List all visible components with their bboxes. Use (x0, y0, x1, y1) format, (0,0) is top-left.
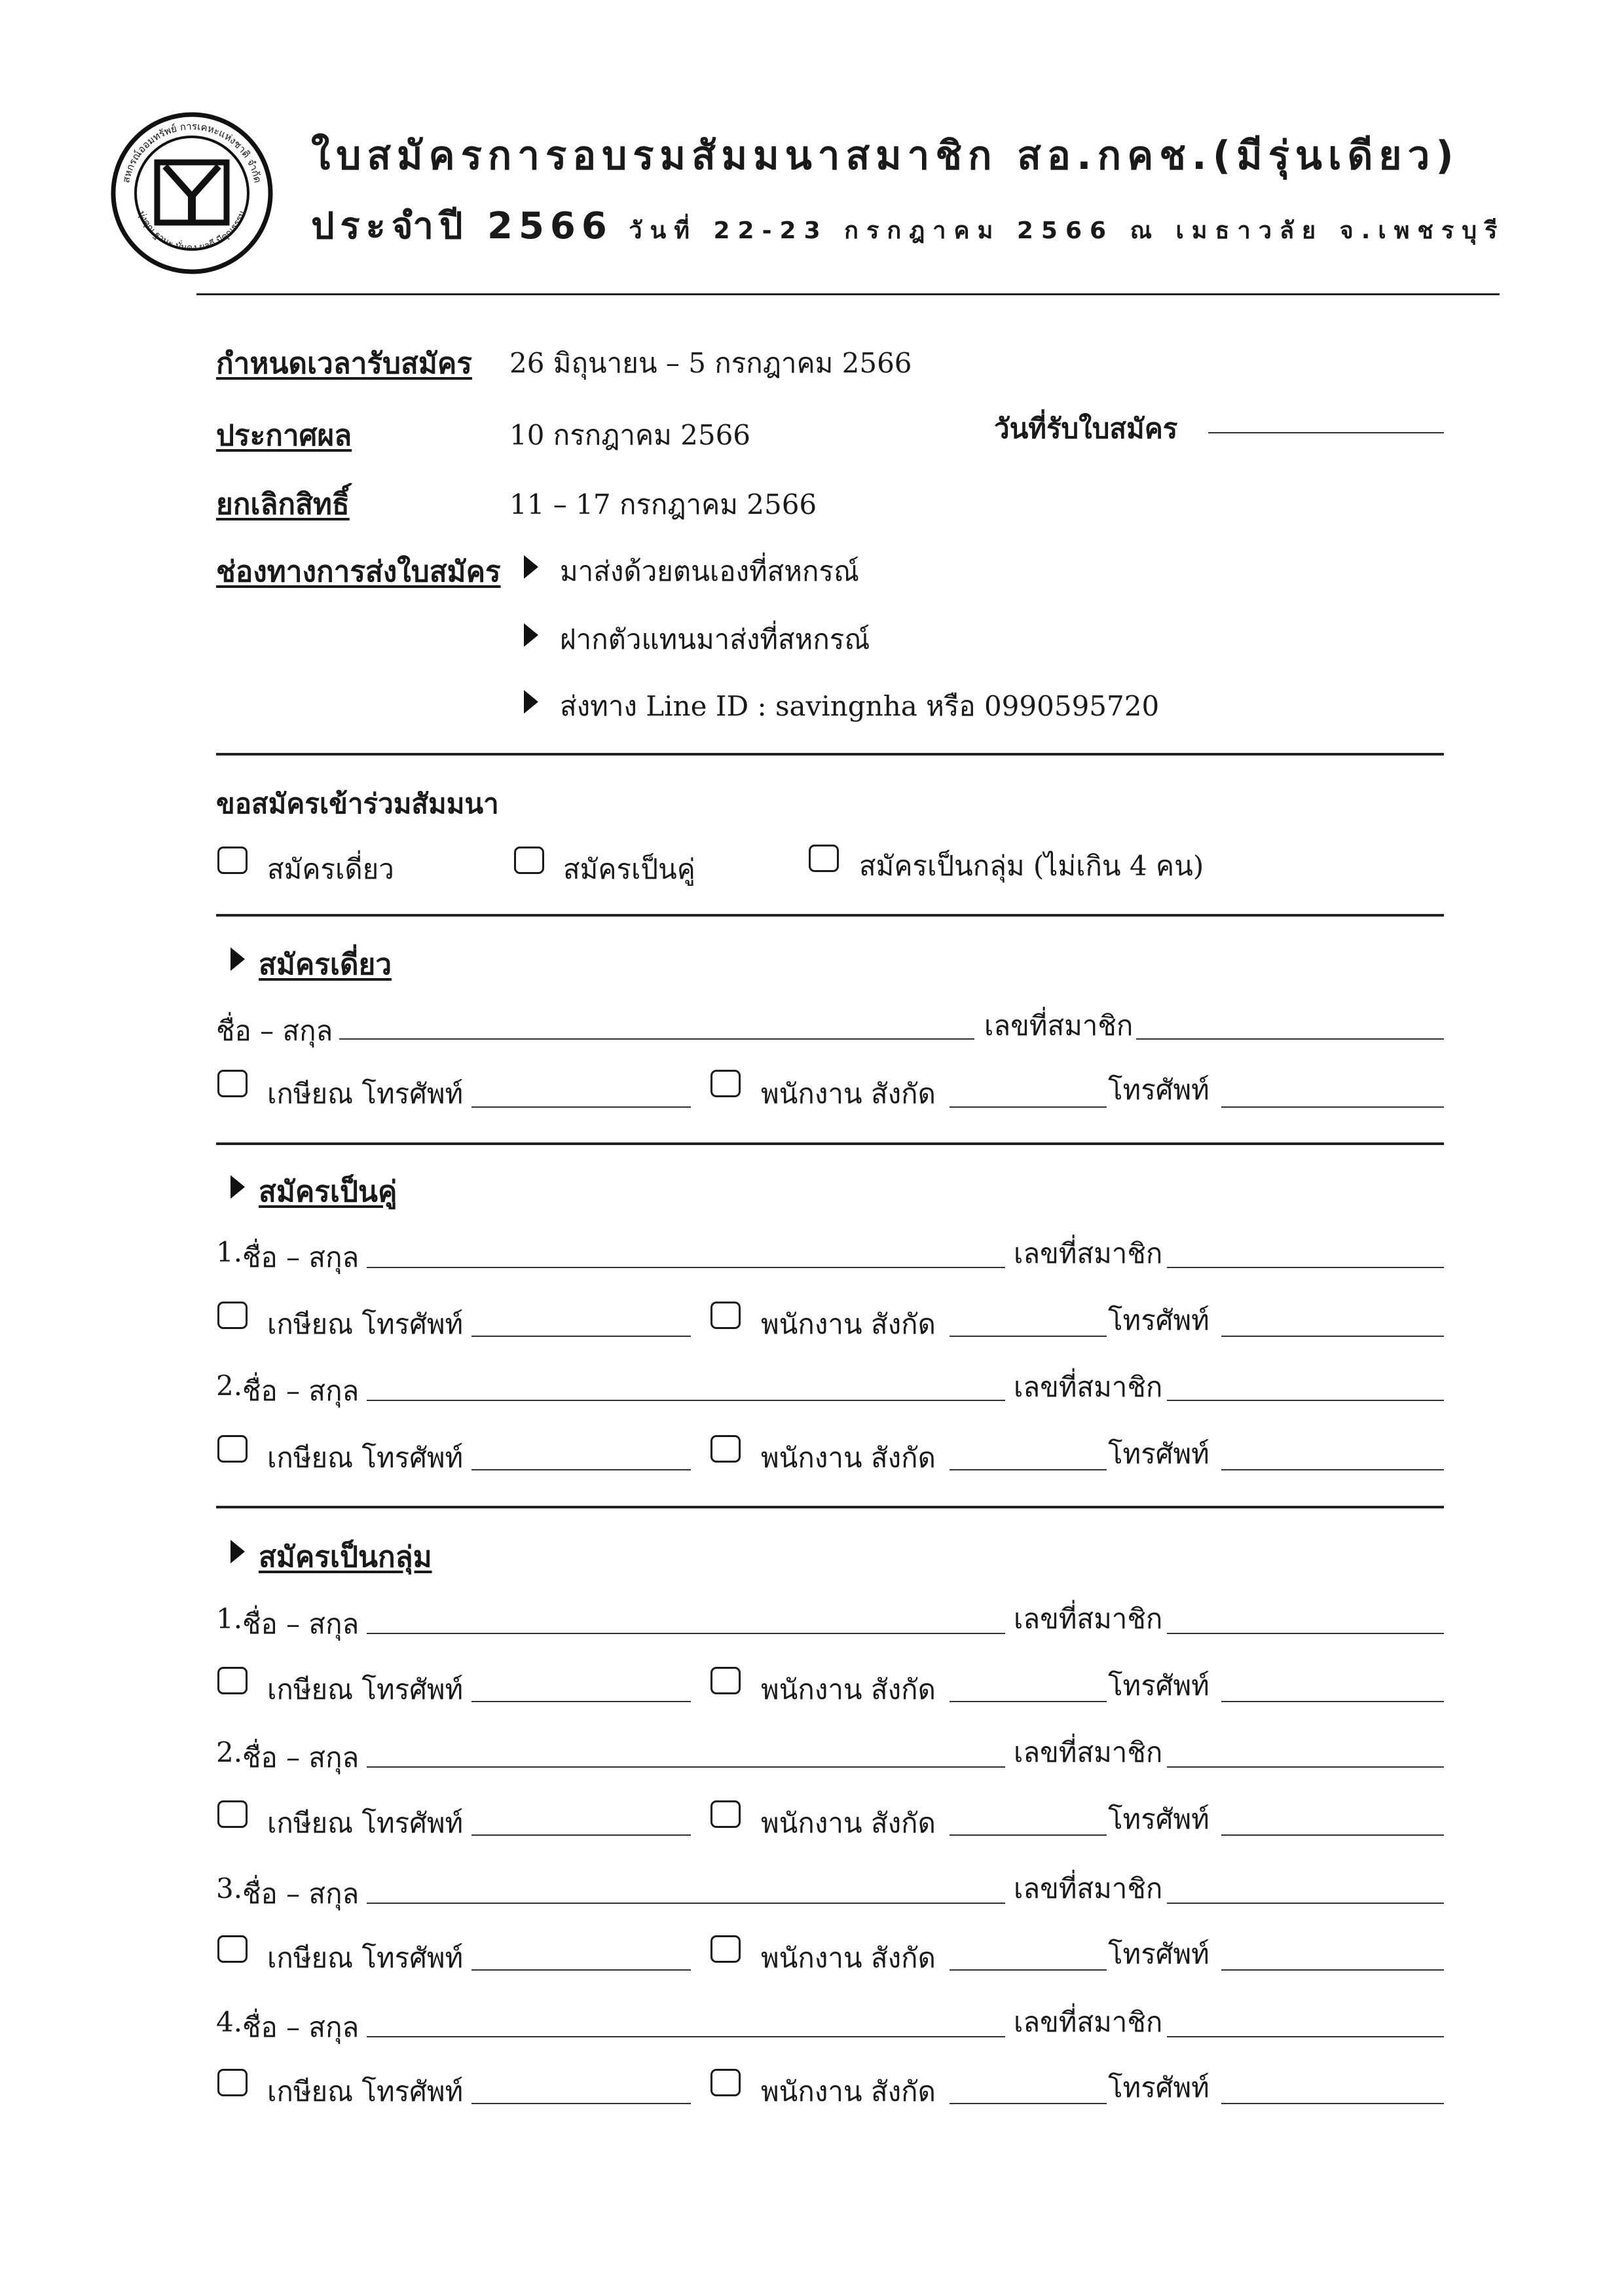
single-section-title: สมัครเดี่ยว (259, 948, 392, 981)
subtitle-year: ประจำปี 2566 (311, 205, 613, 247)
channel-item: ส่งทาง Line ID : savingnha หรือ 0990595720 (560, 690, 1160, 722)
employee-label: พนักงาน สังกัด (761, 1942, 936, 1974)
phone-label: โทรศัพท์ (1108, 1669, 1209, 1702)
single-dept-field[interactable] (950, 1106, 1107, 1108)
name-label: ชื่อ – สกุล (242, 1878, 360, 1910)
pair1-member-no-field[interactable] (1167, 1267, 1444, 1268)
single-option-checkbox[interactable] (217, 847, 248, 874)
entry-number: 3. (216, 1872, 243, 1904)
pair2-member-no-field[interactable] (1167, 1400, 1444, 1401)
received-date-field[interactable] (1208, 432, 1444, 433)
name-label: ชื่อ – สกุล (242, 1741, 360, 1774)
seal-text-top: สหกรณ์ออมทรัพย์ การเคหะแห่งชาติ จำกัด (120, 120, 264, 184)
phone-label: โทรศัพท์ (1108, 1074, 1209, 1106)
pair2-name-field[interactable] (367, 1400, 1005, 1401)
apply-heading: ขอสมัครเข้าร่วมสัมมนา (216, 788, 499, 820)
single-employee-phone-field[interactable] (1221, 1106, 1444, 1108)
pair2-dept-field[interactable] (950, 1469, 1107, 1470)
member-no-label: เลขที่สมาชิก (1014, 1371, 1163, 1403)
retired-label: เกษียณ โทรศัพท์ (267, 1442, 464, 1474)
section-divider (216, 753, 1444, 756)
single-member-no-field[interactable] (1136, 1038, 1444, 1040)
employee-checkbox[interactable] (710, 1435, 741, 1463)
deadline-value: 26 มิถุนายน – 5 กรกฎาคม 2566 (509, 347, 912, 379)
group4-dept-field[interactable] (950, 2103, 1107, 2104)
section-arrow-icon (231, 1540, 245, 1563)
cancel-label: ยกเลิกสิทธิ์ (216, 488, 350, 521)
group3-name-field[interactable] (367, 1903, 1005, 1904)
form-subtitle (311, 196, 1505, 255)
name-label: ชื่อ – สกุล (242, 1241, 360, 1273)
form-title: ใบสมัครการอบรมสัมมนาสมาชิก สอ.กคช.(มีรุ่นเดียว) (311, 133, 1460, 179)
received-date-label: วันที่รับใบสมัคร (994, 412, 1178, 445)
member-no-label: เลขที่สมาชิก (1014, 2006, 1163, 2038)
pair1-retired-phone-field[interactable] (471, 1336, 691, 1337)
member-no-label: เลขที่สมาชิก (1014, 1872, 1163, 1904)
phone-label: โทรศัพท์ (1108, 1304, 1209, 1336)
retired-label: เกษียณ โทรศัพท์ (267, 1308, 464, 1340)
name-label: ชื่อ – สกุล (242, 1608, 360, 1640)
group2-retired-phone-field[interactable] (471, 1834, 691, 1836)
employee-checkbox[interactable] (710, 1935, 741, 1963)
group4-name-field[interactable] (367, 2036, 1005, 2037)
retired-checkbox[interactable] (217, 1435, 248, 1463)
employee-label: พนักงาน สังกัด (761, 1673, 936, 1705)
section-divider (216, 1142, 1444, 1145)
entry-number: 4. (216, 2006, 243, 2038)
retired-checkbox[interactable] (217, 2069, 248, 2096)
cooperative-seal-logo (110, 111, 274, 275)
group4-member-no-field[interactable] (1167, 2036, 1444, 2037)
section-divider (216, 1506, 1444, 1508)
name-label: ชื่อ – สกุล (216, 1015, 333, 1047)
member-no-label: เลขที่สมาชิก (1014, 1603, 1163, 1635)
phone-label: โทรศัพท์ (1108, 1438, 1209, 1470)
group-option-label: สมัครเป็นกลุ่ม (ไม่เกิน 4 คน) (859, 850, 1204, 882)
pair1-employee-phone-field[interactable] (1221, 1336, 1444, 1337)
member-no-label: เลขที่สมาชิก (1014, 1237, 1163, 1269)
group4-retired-phone-field[interactable] (471, 2103, 691, 2104)
phone-label: โทรศัพท์ (1108, 2071, 1209, 2104)
retired-label: เกษียณ โทรศัพท์ (267, 1807, 464, 1839)
group1-dept-field[interactable] (950, 1701, 1107, 1702)
employee-label: พนักงาน สังกัด (761, 1442, 936, 1474)
employee-checkbox[interactable] (710, 1070, 741, 1097)
group1-member-no-field[interactable] (1167, 1633, 1444, 1634)
section-arrow-icon (231, 1175, 245, 1199)
pair2-employee-phone-field[interactable] (1221, 1469, 1444, 1470)
group-section-title: สมัครเป็นกลุ่ม (259, 1540, 432, 1574)
group2-member-no-field[interactable] (1167, 1766, 1444, 1768)
name-label: ชื่อ – สกุล (242, 2011, 360, 2043)
employee-label: พนักงาน สังกัด (761, 1078, 936, 1110)
deadline-label: กำหนดเวลารับสมัคร (216, 347, 472, 380)
section-arrow-icon (231, 947, 245, 971)
section-divider (216, 914, 1444, 917)
group2-employee-phone-field[interactable] (1221, 1834, 1444, 1836)
group3-member-no-field[interactable] (1167, 1903, 1444, 1904)
pair1-name-field[interactable] (367, 1267, 1005, 1268)
subtitle-detail: วันที่ 22-23 กรกฎาคม 2566 ณ เมธาวลัย จ.เพชรบุรี (629, 217, 1505, 244)
retired-checkbox[interactable] (217, 1800, 248, 1828)
pair-section-title: สมัครเป็นคู่ (259, 1175, 397, 1209)
retired-checkbox[interactable] (217, 1302, 248, 1329)
phone-label: โทรศัพท์ (1108, 1938, 1209, 1970)
channel-item: มาส่งด้วยตนเองที่สหกรณ์ (560, 555, 859, 587)
pair-option-checkbox[interactable] (514, 847, 544, 874)
retired-label: เกษียณ โทรศัพท์ (267, 1942, 464, 1974)
group4-employee-phone-field[interactable] (1221, 2103, 1444, 2104)
bullet-arrow-icon (524, 690, 538, 714)
employee-label: พนักงาน สังกัด (761, 1807, 936, 1839)
retired-checkbox[interactable] (217, 1070, 248, 1097)
header-divider (196, 293, 1500, 295)
retired-checkbox[interactable] (217, 1667, 248, 1694)
retired-checkbox[interactable] (217, 1935, 248, 1963)
retired-label: เกษียณ โทรศัพท์ (267, 1078, 464, 1110)
single-name-field[interactable] (339, 1038, 974, 1040)
entry-number: 2. (216, 1370, 243, 1402)
single-option-label: สมัครเดี่ยว (267, 853, 394, 885)
group1-name-field[interactable] (367, 1633, 1005, 1634)
group-option-checkbox[interactable] (809, 845, 839, 872)
bullet-arrow-icon (524, 555, 538, 579)
announce-label: ประกาศผล (216, 419, 352, 452)
retired-label: เกษียณ โทรศัพท์ (267, 2075, 464, 2107)
entry-number: 1. (216, 1236, 243, 1268)
group3-dept-field[interactable] (950, 1969, 1107, 1971)
group2-name-field[interactable] (367, 1766, 1005, 1768)
employee-label: พนักงาน สังกัด (761, 2075, 936, 2107)
employee-checkbox[interactable] (710, 2069, 741, 2096)
pair2-retired-phone-field[interactable] (471, 1469, 691, 1470)
group1-employee-phone-field[interactable] (1221, 1701, 1444, 1702)
group1-retired-phone-field[interactable] (471, 1701, 691, 1702)
channel-item: ฝากตัวแทนมาส่งที่สหกรณ์ (560, 623, 870, 655)
member-no-label: เลขที่สมาชิก (984, 1010, 1134, 1042)
group2-dept-field[interactable] (950, 1834, 1107, 1836)
announce-value: 10 กรกฎาคม 2566 (509, 419, 751, 451)
pair1-dept-field[interactable] (950, 1336, 1107, 1337)
single-retired-phone-field[interactable] (471, 1106, 691, 1108)
entry-number: 2. (216, 1736, 243, 1768)
channel-label: ช่องทางการส่งใบสมัคร (216, 555, 501, 589)
name-label: ชื่อ – สกุล (242, 1375, 360, 1407)
retired-label: เกษียณ โทรศัพท์ (267, 1673, 464, 1705)
cancel-value: 11 – 17 กรกฎาคม 2566 (509, 488, 817, 520)
group3-employee-phone-field[interactable] (1221, 1969, 1444, 1971)
phone-label: โทรศัพท์ (1108, 1803, 1209, 1835)
pair-option-label: สมัครเป็นคู่ (563, 853, 695, 885)
bullet-arrow-icon (524, 623, 538, 647)
employee-checkbox[interactable] (710, 1667, 741, 1694)
employee-checkbox[interactable] (710, 1302, 741, 1329)
seal-text-bottom: มุ่งคุณ ฐานะ มั่นคง ผลดี มีคุณธรรม (136, 209, 248, 254)
employee-checkbox[interactable] (710, 1800, 741, 1828)
employee-label: พนักงาน สังกัด (761, 1308, 936, 1340)
member-no-label: เลขที่สมาชิก (1014, 1736, 1163, 1768)
group3-retired-phone-field[interactable] (471, 1969, 691, 1971)
entry-number: 1. (216, 1603, 243, 1635)
